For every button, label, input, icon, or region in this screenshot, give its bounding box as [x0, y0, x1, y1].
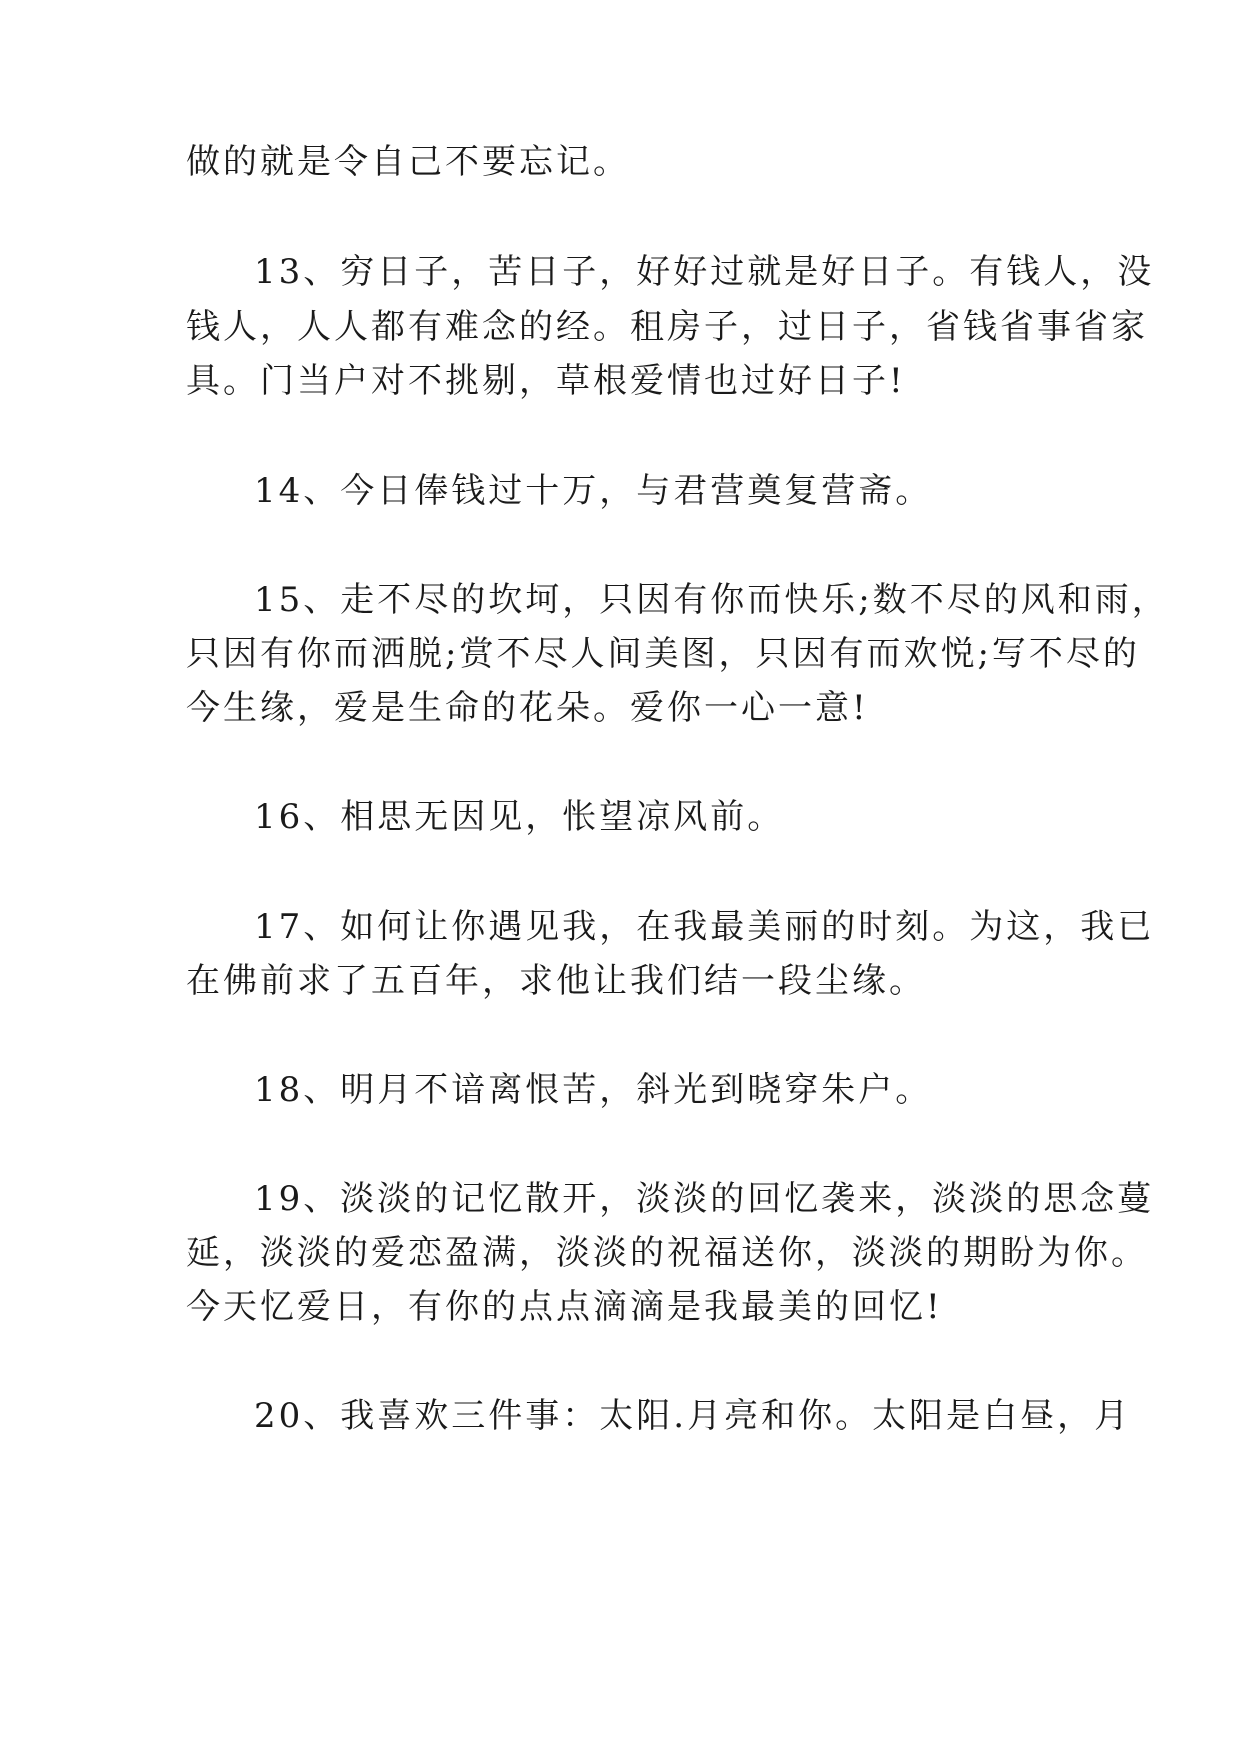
text-line: 钱人，人人都有难念的经。租房子，过日子，省钱省事省家 — [186, 307, 1148, 347]
text-line: 20、我喜欢三件事：太阳.月亮和你。太阳是白昼，月 — [254, 1396, 1132, 1436]
text-line: 17、如何让你遇见我，在我最美丽的时刻。为这，我已 — [254, 907, 1155, 947]
text-line: 19、淡淡的记忆散开，淡淡的回忆袭来，淡淡的思念蔓 — [254, 1179, 1155, 1219]
text-line: 今天忆爱日，有你的点点滴滴是我最美的回忆! — [186, 1287, 943, 1327]
text-line: 做的就是令自己不要忘记。 — [186, 142, 630, 182]
text-line: 13、穷日子，苦日子，好好过就是好日子。有钱人，没 — [254, 252, 1155, 292]
text-line: 只因有你而洒脱;赏不尽人间美图，只因有而欢悦;写不尽的 — [186, 634, 1140, 674]
text-line: 延，淡淡的爱恋盈满，淡淡的祝福送你，淡淡的期盼为你。 — [186, 1233, 1148, 1273]
text-line: 15、走不尽的坎坷，只因有你而快乐;数不尽的风和雨， — [254, 580, 1169, 620]
text-line: 今生缘，爱是生命的花朵。爱你一心一意! — [186, 688, 869, 728]
text-line: 18、明月不谙离恨苦，斜光到晓穿朱户。 — [254, 1070, 933, 1110]
text-line: 14、今日俸钱过十万，与君营奠复营斋。 — [254, 471, 933, 511]
text-line: 16、相思无因见，怅望凉风前。 — [254, 797, 785, 837]
text-line: 具。门当户对不挑剔，草根爱情也过好日子! — [186, 361, 906, 401]
text-line: 在佛前求了五百年，求他让我们结一段尘缘。 — [186, 961, 926, 1001]
